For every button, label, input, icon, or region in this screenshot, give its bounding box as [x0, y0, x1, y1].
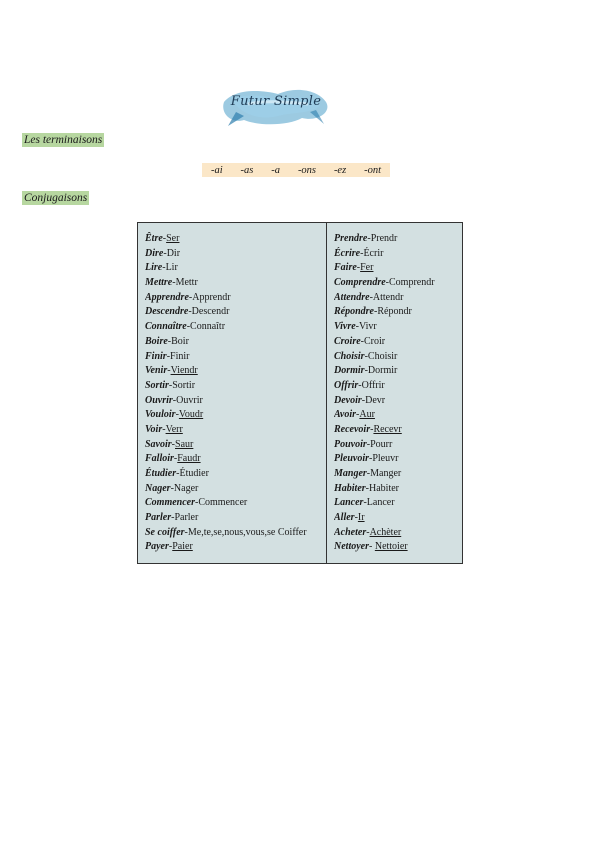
- infinitive: Dormir: [334, 365, 365, 377]
- ending-item: -ont: [364, 164, 382, 176]
- infinitive: Se coiffer: [145, 526, 185, 538]
- infinitive: Recevoir: [334, 423, 371, 435]
- future-stem: Écrir: [363, 247, 384, 259]
- separator: -: [162, 423, 166, 435]
- infinitive: Sortir: [145, 379, 169, 391]
- section-heading-terminaisons: Les terminaisons: [24, 134, 103, 146]
- section-heading-conjugaisons: Conjugaisons: [24, 192, 88, 204]
- separator: -: [356, 262, 361, 274]
- conjugation-table: [137, 222, 463, 564]
- infinitive: Étudier: [145, 468, 177, 479]
- separator: -: [370, 423, 374, 435]
- future-stem: Verr: [165, 423, 183, 435]
- conjugation-row: [145, 335, 327, 350]
- future-stem: Dormir: [367, 365, 398, 377]
- future-stem: Vivr: [359, 321, 377, 333]
- conjugation-row: [145, 291, 327, 306]
- future-stem: Habiter: [369, 482, 400, 494]
- conjugation-row: [334, 364, 460, 379]
- conjugation-row: [145, 364, 327, 379]
- future-stem: Apprendr: [192, 291, 231, 303]
- separator: -: [176, 468, 180, 479]
- conjugation-row: [145, 261, 327, 276]
- future-stem: Connaîtr: [190, 321, 226, 333]
- infinitive: Écrire: [334, 247, 361, 259]
- infinitive: Choisir: [334, 350, 365, 362]
- infinitive: Voir: [145, 423, 163, 435]
- separator: -: [172, 394, 177, 406]
- separator: -: [184, 526, 188, 538]
- separator: -: [168, 379, 173, 391]
- infinitive: Lancer: [334, 497, 364, 509]
- endings-row: [202, 163, 390, 177]
- conjugation-row: [145, 247, 327, 262]
- infinitive: Boire: [145, 335, 168, 347]
- ending-item: -ai: [210, 164, 223, 176]
- infinitive: Habiter: [334, 482, 366, 494]
- infinitive: Apprendre: [145, 291, 189, 303]
- separator: -: [369, 453, 373, 465]
- conjugation-row: [334, 467, 460, 482]
- future-stem: Viendr: [170, 365, 198, 377]
- conjugation-row: [334, 526, 460, 541]
- future-stem: Aur: [359, 409, 375, 421]
- separator: -: [364, 365, 368, 377]
- separator: -: [364, 350, 368, 362]
- conjugation-row: [334, 408, 460, 423]
- infinitive: Descendre: [145, 306, 189, 318]
- conjugation-row: [145, 452, 327, 467]
- future-stem: Fer: [360, 262, 374, 274]
- conjugation-row: [145, 482, 327, 497]
- separator: -: [173, 453, 178, 465]
- infinitive: Nager: [145, 482, 171, 494]
- separator: -: [188, 291, 193, 303]
- conjugation-row: [334, 511, 460, 526]
- infinitive: Vivre: [334, 321, 356, 333]
- conjugation-row: [334, 261, 460, 276]
- future-stem: Dir: [166, 247, 181, 259]
- separator: -: [355, 321, 360, 333]
- separator: -: [369, 541, 375, 553]
- separator: -: [195, 497, 199, 509]
- separator: -: [369, 291, 373, 303]
- future-stem: Prendr: [370, 233, 398, 244]
- conjugation-row: [145, 276, 327, 291]
- future-stem: Attendr: [372, 291, 404, 303]
- conjugation-row: [145, 423, 327, 438]
- conjugation-row: [145, 511, 327, 526]
- conjugation-row: [334, 232, 460, 247]
- infinitive: Commencer: [145, 497, 195, 509]
- infinitive: Faire: [334, 262, 357, 274]
- infinitive: Pleuvoir: [334, 453, 369, 465]
- future-stem: Mettr: [175, 277, 198, 289]
- future-stem: Devr: [365, 394, 386, 406]
- future-stem: Nettoier: [374, 541, 408, 553]
- conjugation-row: [145, 350, 327, 365]
- infinitive: Croire: [334, 335, 361, 347]
- infinitive: Dire: [145, 247, 164, 259]
- future-stem: Paier: [172, 541, 193, 553]
- separator: -: [366, 438, 371, 450]
- future-stem: Croir: [364, 335, 386, 347]
- infinitive: Avoir: [334, 409, 357, 421]
- future-stem: Saur: [175, 438, 194, 450]
- separator: -: [163, 247, 167, 259]
- ending-item: -ons: [297, 164, 317, 176]
- future-stem: Pourr: [370, 438, 393, 450]
- future-stem: Choisir: [367, 350, 398, 362]
- future-stem: Étudier: [179, 468, 209, 479]
- conjugation-row: [145, 408, 327, 423]
- ending-item: -as: [240, 164, 254, 176]
- infinitive: Payer: [145, 541, 169, 553]
- separator: -: [166, 350, 171, 362]
- conjugation-row: [334, 350, 460, 365]
- conjugation-row: [334, 496, 460, 511]
- separator: -: [367, 233, 371, 244]
- infinitive: Ouvrir: [145, 394, 173, 406]
- separator: -: [363, 497, 367, 509]
- infinitive: Parler: [145, 512, 172, 524]
- separator: -: [186, 321, 191, 333]
- future-stem: Comprendr: [389, 277, 435, 289]
- future-stem: Parler: [174, 512, 199, 524]
- infinitive: Attendre: [334, 291, 370, 303]
- separator: -: [167, 365, 171, 377]
- separator: -: [385, 277, 390, 289]
- infinitive: Finir: [145, 350, 167, 362]
- separator: -: [366, 468, 371, 479]
- infinitive: Vouloir: [145, 409, 176, 421]
- conjugation-row: [145, 379, 327, 394]
- infinitive: Répondre: [334, 306, 374, 318]
- future-stem: Ser: [166, 233, 180, 244]
- conjugation-row: [145, 305, 327, 320]
- separator: -: [167, 335, 172, 347]
- infinitive: Devoir: [334, 394, 362, 406]
- infinitive: Connaître: [145, 321, 187, 333]
- separator: -: [365, 482, 370, 494]
- future-stem: Répondr: [377, 306, 412, 318]
- conjugation-row: [334, 320, 460, 335]
- separator: -: [175, 409, 179, 421]
- ending-item: -ez: [333, 164, 347, 176]
- infinitive: Offrir: [334, 379, 359, 391]
- separator: -: [172, 277, 176, 289]
- future-stem: Ir: [357, 512, 365, 524]
- separator: -: [354, 512, 358, 524]
- separator: -: [356, 409, 360, 421]
- future-stem: Me,te,se,nous,vous,se Coiffer: [187, 526, 307, 538]
- separator: -: [360, 335, 365, 347]
- future-stem: Nager: [173, 482, 199, 494]
- future-stem: Lancer: [366, 497, 395, 509]
- infinitive: Manger: [334, 468, 367, 479]
- conjugation-row: [145, 526, 327, 541]
- infinitive: Falloir: [145, 453, 174, 465]
- conjugation-row: [334, 423, 460, 438]
- left-column: [145, 232, 327, 555]
- conjugation-row: [334, 540, 460, 555]
- future-stem: Commencer: [198, 497, 248, 509]
- conjugation-row: [334, 247, 460, 262]
- infinitive: Pouvoir: [334, 438, 367, 450]
- separator: -: [360, 247, 364, 259]
- separator: -: [366, 526, 370, 538]
- separator: -: [171, 512, 175, 524]
- future-stem: Finir: [170, 350, 190, 362]
- future-stem: Pleuvr: [372, 453, 399, 465]
- future-stem: Offrir: [361, 379, 385, 391]
- infinitive: Acheter: [334, 526, 367, 538]
- future-stem: Descendr: [191, 306, 230, 318]
- conjugation-row: [334, 276, 460, 291]
- future-stem: Sortir: [172, 379, 196, 391]
- future-stem: Achèter: [369, 526, 402, 538]
- conjugation-row: [334, 379, 460, 394]
- conjugation-row: [334, 291, 460, 306]
- title-banner: [218, 82, 334, 130]
- separator: -: [162, 262, 166, 274]
- future-stem: Ouvrir: [176, 394, 203, 406]
- separator: -: [358, 379, 362, 391]
- right-column: [334, 232, 460, 555]
- conjugation-row: [334, 394, 460, 409]
- conjugation-row: [145, 320, 327, 335]
- separator: -: [170, 482, 174, 494]
- future-stem: Voudr: [178, 409, 204, 421]
- ending-item: -a: [271, 164, 281, 176]
- conjugation-row: [334, 482, 460, 497]
- conjugation-row: [145, 467, 327, 482]
- conjugation-row: [145, 496, 327, 511]
- future-stem: Recevr: [373, 423, 402, 435]
- infinitive: Venir: [145, 365, 168, 377]
- infinitive: Savoir: [145, 438, 172, 450]
- conjugation-row: [145, 394, 327, 409]
- infinitive: Lire: [145, 262, 163, 274]
- page-title: Futur Simple: [230, 94, 322, 109]
- future-stem: Lir: [165, 262, 178, 274]
- conjugation-row: [334, 305, 460, 320]
- conjugation-row: [145, 540, 327, 555]
- conjugation-row: [145, 438, 327, 453]
- infinitive: Mettre: [145, 277, 173, 289]
- future-stem: Manger: [370, 468, 402, 479]
- separator: -: [361, 394, 366, 406]
- infinitive: Être: [145, 233, 163, 244]
- infinitive: Prendre: [334, 233, 368, 244]
- conjugation-row: [334, 452, 460, 467]
- separator: -: [162, 233, 167, 244]
- conjugation-row: [145, 232, 327, 247]
- separator: -: [374, 306, 378, 318]
- separator: -: [171, 438, 176, 450]
- conjugation-row: [334, 438, 460, 453]
- separator: -: [168, 541, 173, 553]
- separator: -: [188, 306, 192, 318]
- future-stem: Faudr: [177, 453, 201, 465]
- future-stem: Boir: [171, 335, 189, 347]
- conjugation-row: [334, 335, 460, 350]
- infinitive: Nettoyer: [334, 541, 369, 553]
- infinitive: Comprendre: [334, 277, 386, 289]
- infinitive: Aller: [334, 512, 355, 524]
